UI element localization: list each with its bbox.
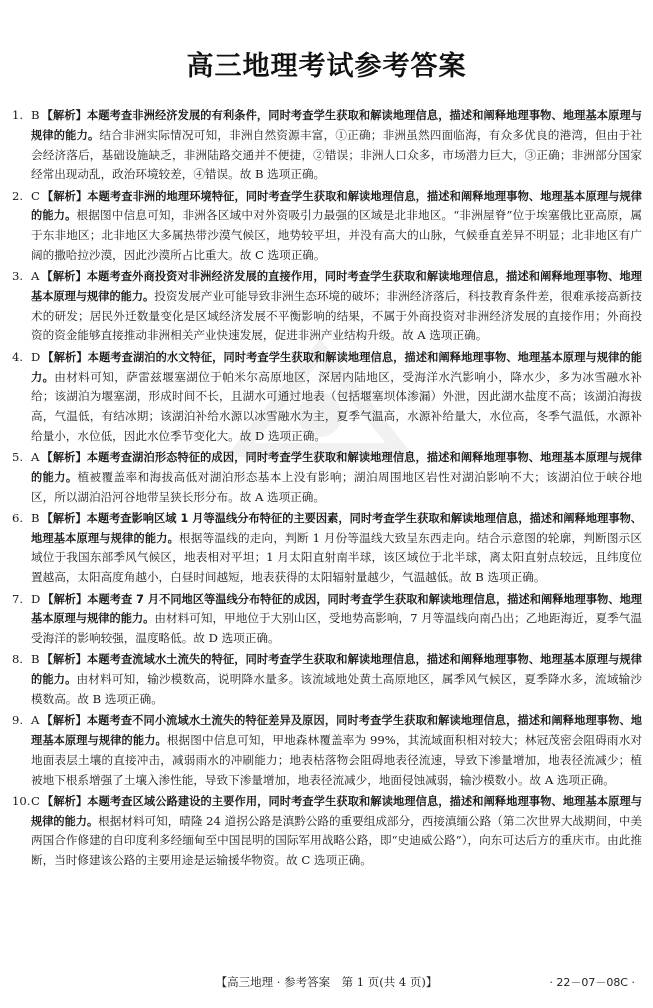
answer-item <box>12 590 642 649</box>
analysis-lead: 【解析】本题考查湖泊的水文特征，同时考查学生获取和解读地理信息，描述和阐释地理事物、地理基本原理与规律的能力。 <box>31 350 642 384</box>
answer-letter: B <box>31 108 40 122</box>
question-number: 10. <box>12 793 31 808</box>
question-number: 2. <box>12 188 24 203</box>
analysis-body: 由材料可知，萨雷兹堰塞湖位于帕米尔高原地区，深居内陆地区，受海洋水汽影响小，降水少，多为冰雪融水补给；该湖泊为堰塞湖，形成时间不长，且湖水可通过地表（包括堰塞坝体渗漏）外泄，因此湖水盐度不高；该湖泊海拔高，气温低，有结冰期；该湖泊补给水源以冰雪融水为主，夏季气温高，水源补给量大，水位高，冬季气温低，水源补给量小，水位低，因此水位季节变化大。故 D 选项正确。 <box>31 369 642 443</box>
page-footer <box>0 971 653 993</box>
footer-exam-code: · 22－07－08C · <box>549 976 635 989</box>
question-number: 9. <box>12 713 24 728</box>
answer-item <box>12 187 642 266</box>
answer-item <box>12 448 642 507</box>
answer-item <box>12 267 642 346</box>
analysis-lead: 【解析】本题考查区域公路建设的主要作用，同时考查学生获取和解读地理信息，描述和阐释地理事物、地理基本原理与规律的能力。 <box>31 794 642 828</box>
answer-item <box>12 348 642 447</box>
analysis-body: 结合非洲实际情况可知，非洲自然资源丰富，①正确；非洲虽然四面临海，有众多优良的港湾，但由于社会经济落后，基础设施缺乏，非洲陆路交通并不便捷，②错误；非洲人口众多，市场潜力巨大，③正确；非洲部分国家经常出现动乱，政治环境较差，④错误。故 B 选项正确。 <box>31 127 642 182</box>
page-title: 高三地理考试参考答案 <box>186 51 467 82</box>
answer-letter: C <box>31 793 40 808</box>
answer-list <box>12 106 642 872</box>
question-number: 5. <box>12 450 24 465</box>
answer-letter: B <box>31 652 40 667</box>
answer-letter: A <box>31 450 40 465</box>
answer-item <box>12 106 642 185</box>
answer-letter: A <box>31 269 40 284</box>
footer-page-info: 【高三地理 · 参考答案 第 1 页(共 4 页)】 <box>215 975 438 989</box>
question-number: 7. <box>12 591 24 606</box>
question-number: 3. <box>12 269 24 284</box>
question-number: 6. <box>12 510 24 525</box>
question-number: 1. <box>12 108 24 122</box>
answer-item <box>12 711 642 790</box>
answer-letter: D <box>31 591 41 606</box>
analysis-lead: 【解析】本题考查非洲经济发展的有利条件，同时考查学生获取和解读地理信息，描述和阐释地理事物、地理基本原理与规律的能力。 <box>31 109 642 142</box>
answer-letter: D <box>31 349 41 364</box>
analysis-body: 植被覆盖率和海拔高低对湖泊形态基本上没有影响；湖泊周围地区岩性对湖泊影响不大；该湖泊位于峡谷地区，所以湖泊沿河谷地带呈狭长形分布。故 A 选项正确。 <box>31 469 642 504</box>
analysis-lead: 【解析】本题考查外商投资对非洲经济发展的直接作用，同时考查学生获取和解读地理信息，描述和阐释地理事物、地理基本原理与规律的能力。 <box>31 270 642 303</box>
answer-letter: B <box>31 510 40 525</box>
analysis-body: 根据等温线的走向，判断 1 月份等温线大致呈东西走向。结合示意图的轮廓，判断图示区域位于我国东部季风气候区，地表相对平坦；1 月太阳直射南半球，该区域位于北半球，离太阳直射点较远，且纬度位置越高，太阳高度角越小，白昼时间越短，地表获得的太阳辐射量越少，气温越低。故 B 选项正确。 <box>31 530 642 585</box>
analysis-body: 由材料可知，甲地位于大别山区，受地势高影响，7 月等温线向南凸出；乙地距海近，夏季气温受海洋的影响较强，温度略低。故 D 选项正确。 <box>31 611 642 646</box>
analysis-lead: 【解析】本题考查不同小流域水土流失的特征差异及原因，同时考查学生获取和解读地理信息，描述和阐释地理事物、地理基本原理与规律的能力。 <box>31 714 642 747</box>
answer-item <box>12 792 642 871</box>
analysis-lead: 【解析】本题考查 7 月不同地区等温线分布特征的成因，同时考查学生获取和解读地理信息，描述和阐释地理事物、地理基本原理与规律的能力。 <box>31 592 642 626</box>
question-number: 4. <box>12 349 24 364</box>
analysis-lead: 【解析】本题考查非洲的地理环境特征，同时考查学生获取和解读地理信息，描述和阐释地理事物、地理基本原理与规律的能力。 <box>31 189 642 223</box>
answer-letter: C <box>31 188 40 203</box>
analysis-lead: 【解析】本题考查流域水土流失的特征，同时考查学生获取和解读地理信息，描述和阐释地理事物、地理基本原理与规律的能力。 <box>31 653 642 687</box>
analysis-body: 根据材料可知，晴隆 24 道拐公路是滇黔公路的重要组成部分，西接滇缅公路（第二次世界大战期间，中美两国合作修建的自印度利多经缅甸至中国昆明的国际军用战略公路，即“史迪威公路”），向东可达后方的重庆市。由此推断，当时修建该公路的主要用途是运输援华物资。故 C 选项正确。 <box>31 813 642 868</box>
question-number: 8. <box>12 652 24 667</box>
answer-letter: A <box>31 713 40 728</box>
answer-item <box>12 509 642 588</box>
analysis-body: 由材料可知，输沙模数高，说明降水量多。该流域地处黄土高原地区，属季风气候区，夏季降水多，流域输沙模数高。故 B 选项正确。 <box>31 672 642 706</box>
analysis-body: 根据图中信息可知，非洲各区域中对外资吸引力最强的区域是北非地区。“非洲屋脊”位于埃塞俄比亚高原，属于东非地区；北非地区大多属热带沙漠气候区，地势较平坦，并没有高大的山脉，气候垂直差异不明显；北非地区有广阔的撒哈拉沙漠，因此沙漠所占比重大。故 C 选项正确。 <box>31 208 642 262</box>
analysis-lead: 【解析】本题考查湖泊形态特征的成因，同时考查学生获取和解读地理信息，描述和阐释地理事物、地理基本原理与规律的能力。 <box>31 451 642 484</box>
answer-item <box>12 650 642 709</box>
analysis-lead: 【解析】本题考查影响区域 1 月等温线分布特征的主要因素，同时考查学生获取和解读地理信息，描述和阐释地理事物、地理基本原理与规律的能力。 <box>31 511 642 545</box>
analysis-body: 投资发展产业可能导致非洲生态环境的破坏；非洲经济落后，科技教育条件差，很难承接高新技术的研发；居民外迁数量变化是区域经济发展不平衡影响的结果，不属于外商投资对非洲经济发展的直接作用；外商投资的资金能够直接推动非洲相关产业快速发展，促进非洲产业结构升级。故 A 选项正确。 <box>31 288 642 343</box>
analysis-body: 根据图中信息可知，甲地森林覆盖率为 99%，其流域面积相对较大；林冠茂密会阻碍雨水对地面表层土壤的直接冲击，减弱雨水的冲刷能力；地表枯落物会阻碍地表径流速，导致下渗量增加，地表径流减少；植被地下根系增强了土壤入渗性能，导致下渗量增加，地表径流减少，地面侵蚀减弱，输沙模数小。故 A 选项正确。 <box>31 733 642 787</box>
